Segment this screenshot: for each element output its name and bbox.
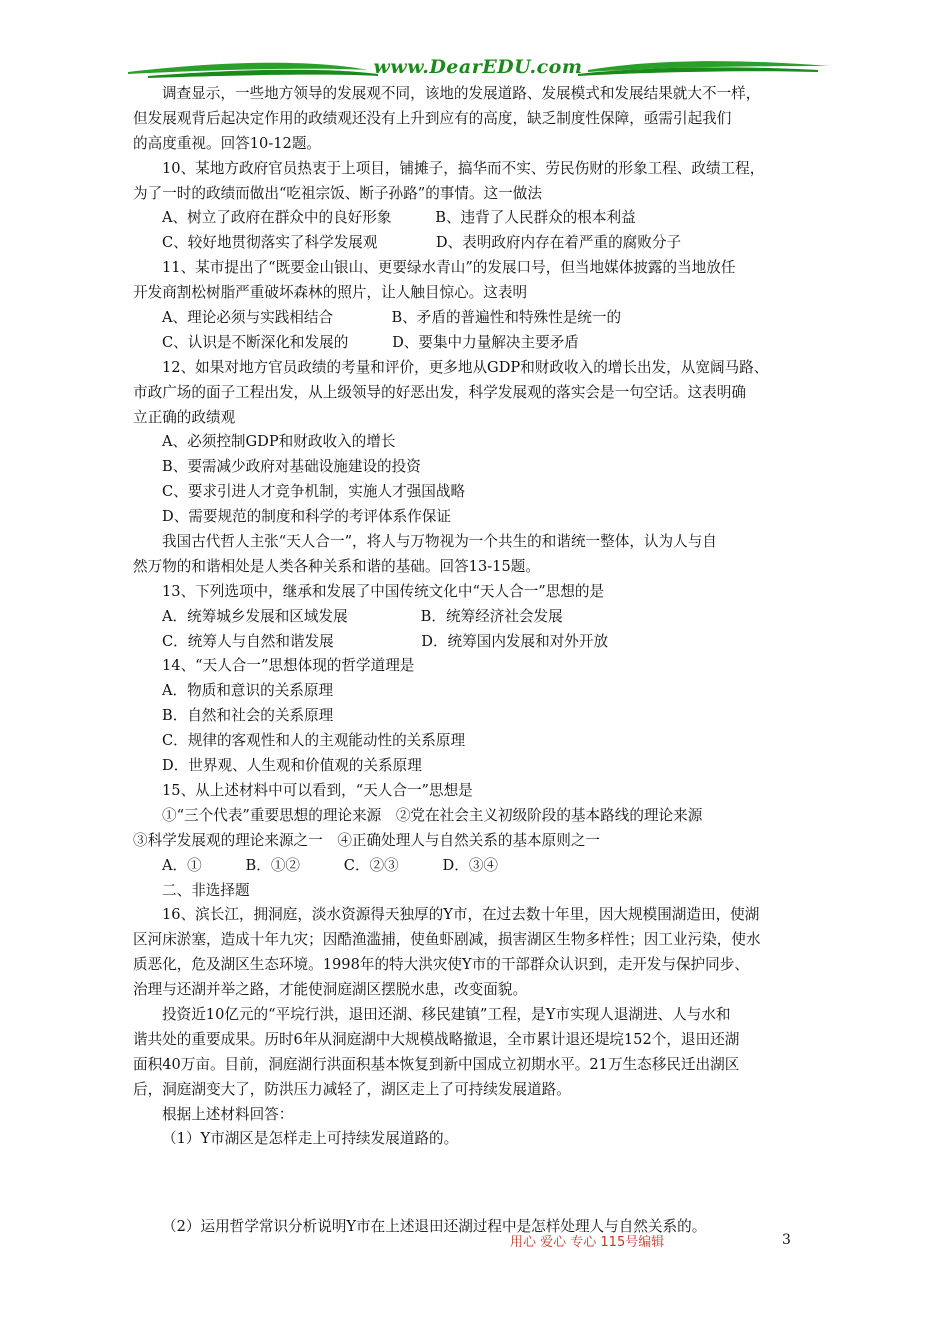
text-line: A、必须控制GDP和财政收入的增长 <box>162 433 396 451</box>
text-line: D、需要规范的制度和科学的考评体系作保证 <box>162 508 451 526</box>
text-line: D．世界观、人生观和价值观的关系原理 <box>162 757 422 775</box>
text-line: 我国古代哲人主张“天人合一”，将人与万物视为一个共生的和谐统一整体，认为人与自 <box>162 533 717 551</box>
text-line: 面积40万亩。目前，洞庭湖行洪面积基本恢复到新中国成立初期水平。21万生态移民迁出湖区 <box>133 1055 740 1073</box>
text-line: 的高度重视。回答10-12题。 <box>133 134 322 152</box>
text-line: C、要求引进人才竞争机制，实施人才强国战略 <box>162 483 466 501</box>
text-line: B．自然和社会的关系原理 <box>162 707 334 725</box>
text-line: 根据上述材料回答： <box>162 1105 294 1123</box>
text-line: 开发商割松树脂严重破坏森林的照片，让人触目惊心。这表明 <box>133 284 528 302</box>
text-line: B、要需减少政府对基础设施建设的投资 <box>162 458 421 476</box>
footer-edit-note: 用心 爱心 专心 115号编辑 <box>510 1235 665 1250</box>
text-line: 二、非选择题 <box>162 881 250 899</box>
text-line: 为了一时的政绩而做出“吃祖宗饭、断子孙路”的事情。这一做法 <box>133 184 542 202</box>
text-line: 11、某市提出了“既要金山银山、更要绿水青山”的发展口号，但当地媒体披露的当地放任 <box>162 259 736 277</box>
text-line: A．统筹城乡发展和区域发展 B．统筹经济社会发展 <box>162 607 563 625</box>
text-line: 质恶化，危及湖区生态环境。1998年的特大洪灾使Y市的干部群众认识到，走开发与保护同步、 <box>133 956 749 974</box>
text-line: 谐共处的重要成果。历时6年从洞庭湖中大规模战略撤退，全市累计退还堤垸152个，退田还湖 <box>133 1030 740 1048</box>
text-line: C．统筹人与自然和谐发展 D．统筹国内发展和对外开放 <box>162 632 609 650</box>
question-16-part-2: （2）运用哲学常识分析说明Y市在上述退田还湖过程中是怎样处理人与自然关系的。 <box>162 1218 707 1236</box>
text-line: 13、下列选项中，继承和发展了中国传统文化中“天人合一”思想的是 <box>162 582 605 600</box>
answer-space <box>133 1152 825 1177</box>
text-line: 调查显示，一些地方领导的发展观不同，该地的发展道路、发展模式和发展结果就大不一样， <box>162 85 761 102</box>
text-line: A、树立了政府在群众中的良好形象 B、违背了人民群众的根本利益 <box>162 209 636 227</box>
document-body <box>133 82 825 1240</box>
text-line: 然万物的和谐相处是人类各种关系和谐的基础。回答13-15题。 <box>133 557 540 575</box>
text-line: 治理与还湖并举之路，才能使洞庭湖区摆脱水患，改变面貌。 <box>133 981 528 999</box>
text-line: C、较好地贯彻落实了科学发展观 D、表明政府内存在着严重的腐败分子 <box>162 234 682 252</box>
text-line: 投资近10亿元的“平垸行洪，退田还湖、移民建镇”工程，是Y市实现人退湖进、人与水和 <box>162 1005 731 1023</box>
text-line: ③科学发展观的理论来源之一 ④正确处理人与自然关系的基本原则之一 <box>133 831 601 849</box>
text-line: 14、“天人合一”思想体现的哲学道理是 <box>162 657 415 675</box>
text-line: 10、某地方政府官员热衷于上项目，铺摊子，搞华而不实、劳民伤财的形象工程、政绩工程， <box>162 159 765 177</box>
text-line: 后，洞庭湖变大了，防洪压力减轻了，湖区走上了可持续发展道路。 <box>133 1080 571 1098</box>
text-line: C、认识是不断深化和发展的 D、要集中力量解决主要矛盾 <box>162 333 579 351</box>
text-line: C．规律的客观性和人的主观能动性的关系原理 <box>162 732 466 750</box>
text-line: ①“三个代表”重要思想的理论来源 ②党在社会主义初级阶段的基本路线的理论来源 <box>162 806 703 824</box>
text-line: 16、滨长江，拥洞庭，淡水资源得天独厚的Y市，在过去数十年里，因大规模围湖造田，使湖 <box>162 906 760 924</box>
page-number: 3 <box>782 1232 791 1248</box>
site-logo-text[interactable]: www.DearEDU.com <box>373 56 583 78</box>
text-line: A、理论必须与实践相结合 B、矛盾的普遍性和特殊性是统一的 <box>162 309 622 327</box>
text-line: 12、如果对地方官员政绩的考量和评价，更多地从GDP和财政收入的增长出发，从宽阔马路、 <box>162 358 769 376</box>
text-line: A．物质和意识的关系原理 <box>162 682 334 700</box>
text-line: 立正确的政绩观 <box>133 408 236 426</box>
text-line: A．① B．①② C．②③ D．③④ <box>162 856 499 874</box>
text-line: 但发展观背后起决定作用的政绩观还没有上升到应有的高度，缺乏制度性保障，亟需引起我们 <box>133 109 732 127</box>
text-line: 市政广场的面子工程出发，从上级领导的好恶出发，科学发展观的落实会是一句空话。这表明确 <box>133 383 746 401</box>
text-line: 15、从上述材料中可以看到，“天人合一”思想是 <box>162 781 473 799</box>
text-line: 区河床淤塞，造成十年九灾；因酷渔滥捕，使鱼虾剧减，损害湖区生物多样性；因工业污染，使水 <box>133 931 761 949</box>
text-line: （1）Y市湖区是怎样走上可持续发展道路的。 <box>162 1130 459 1148</box>
answer-space <box>133 1177 825 1215</box>
